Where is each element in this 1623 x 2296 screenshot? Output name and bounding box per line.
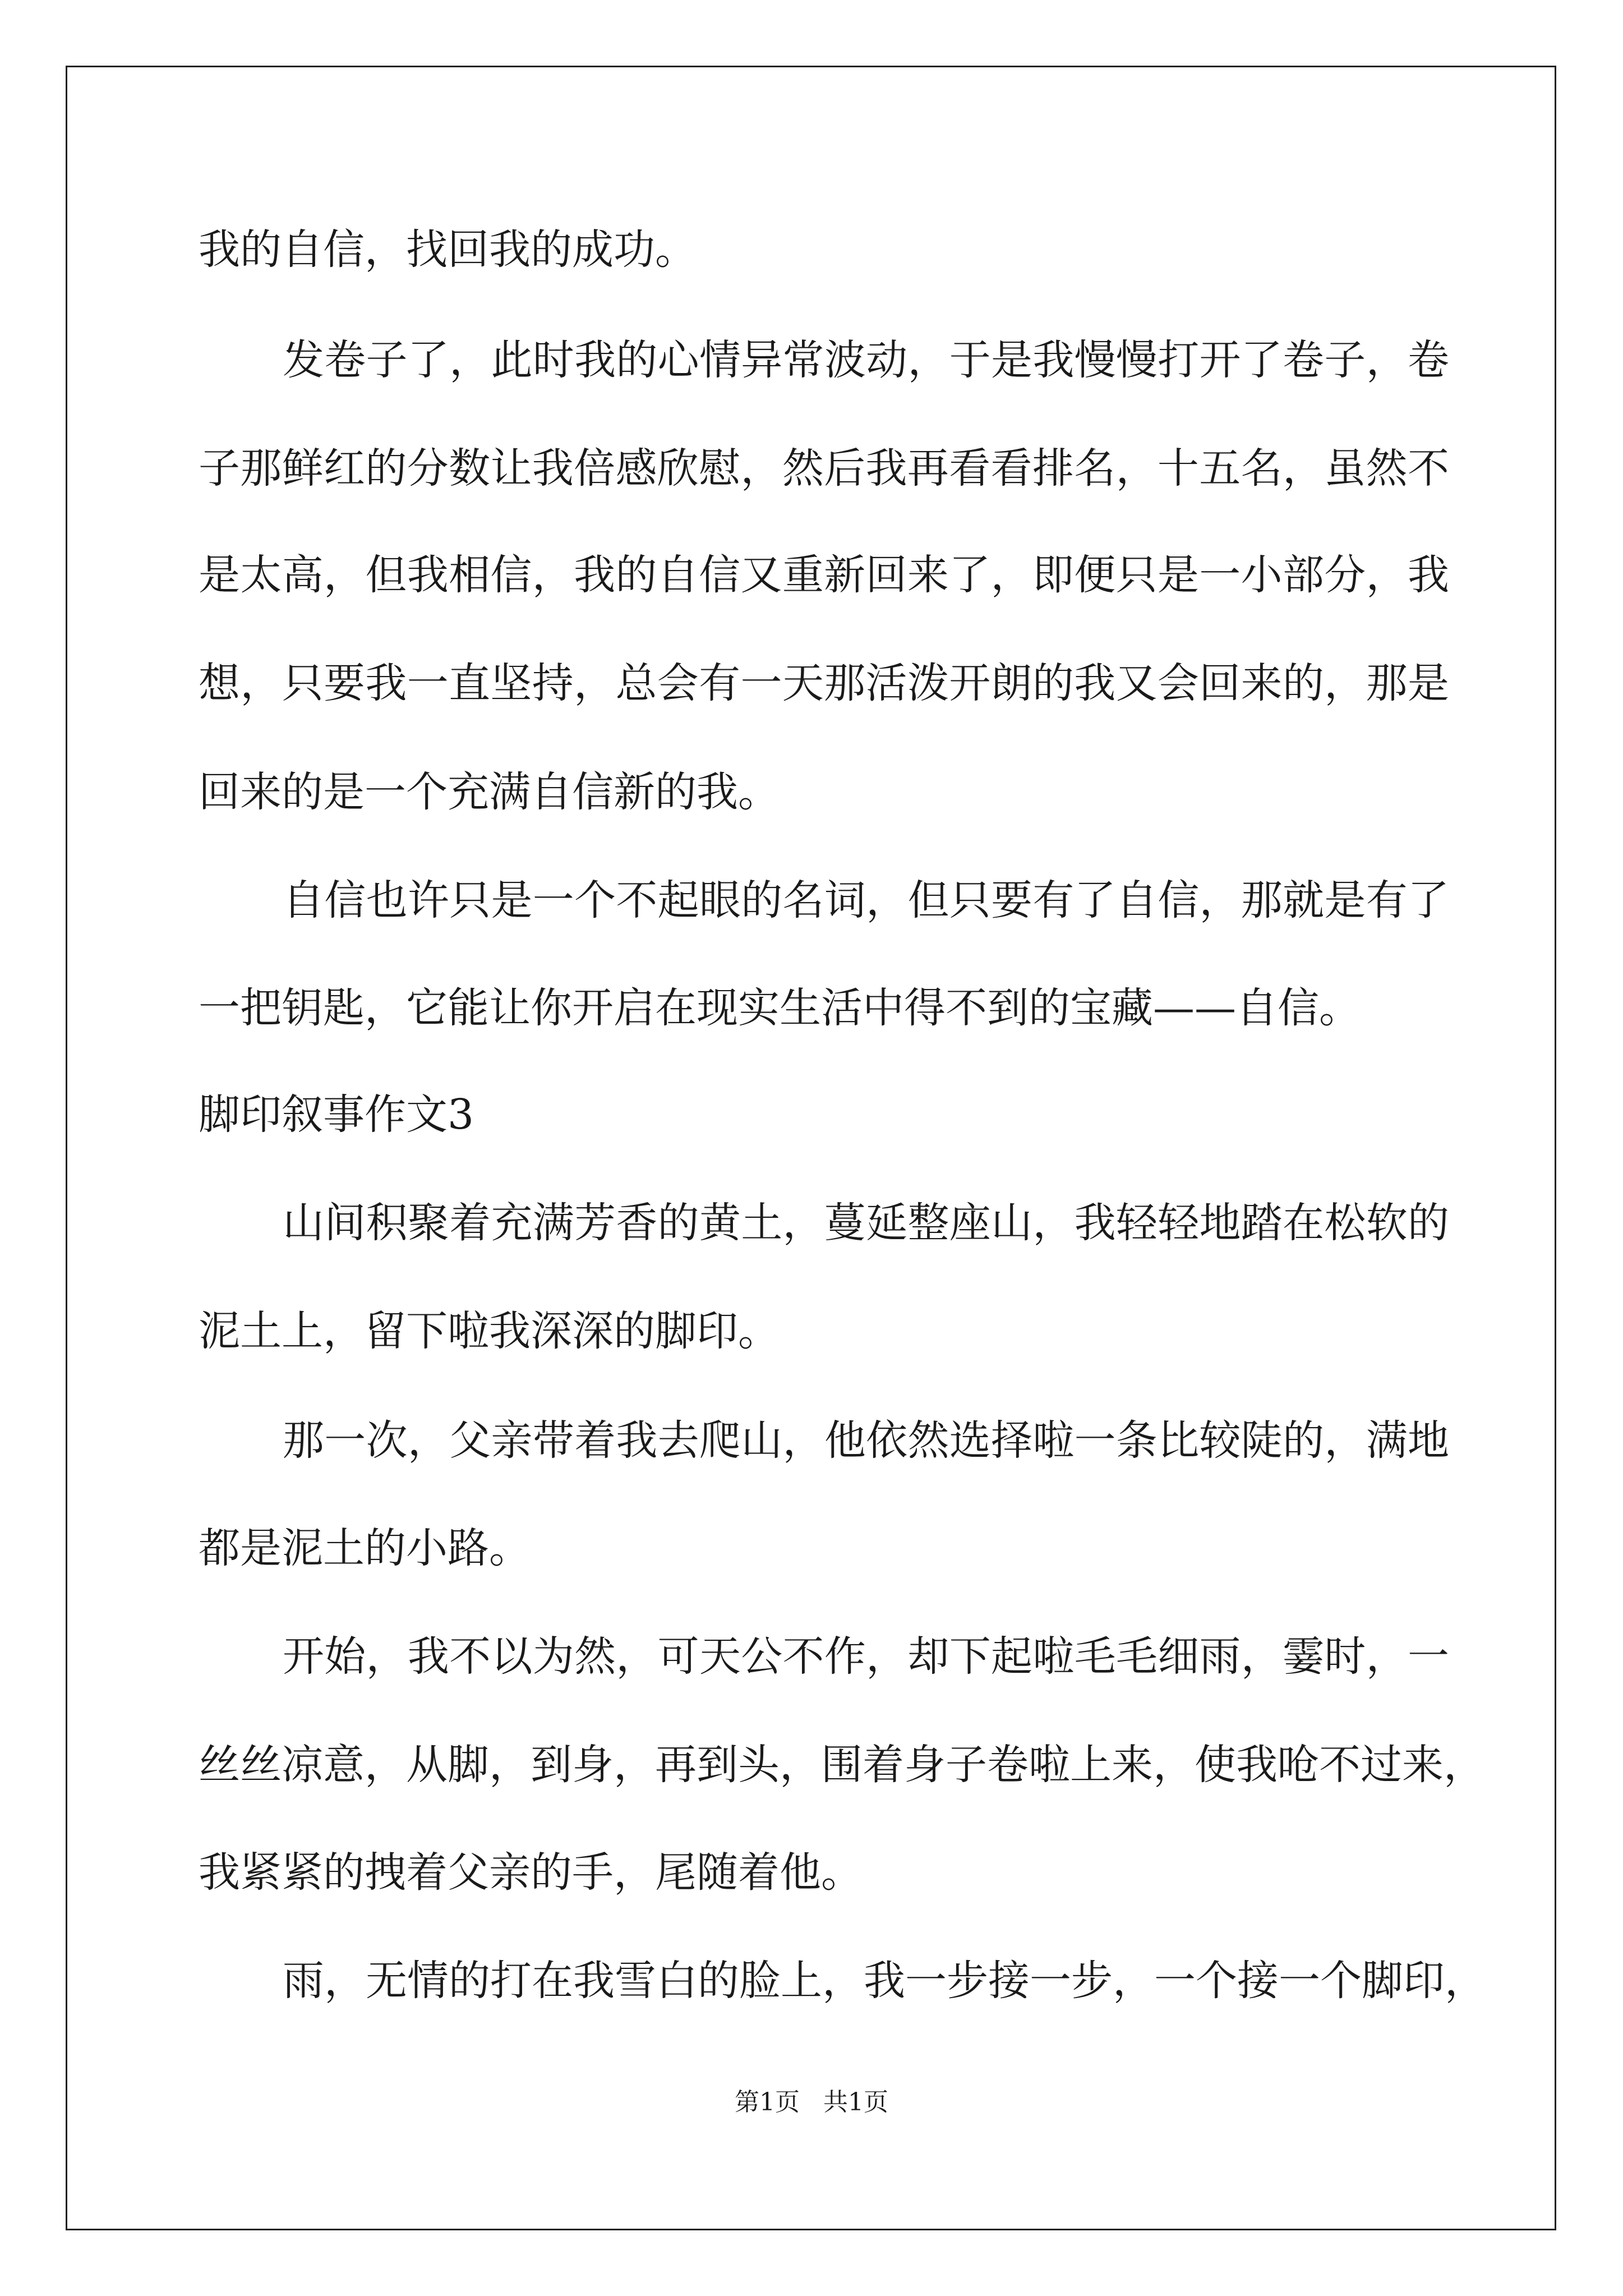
section-heading: 脚印叙事作文3: [199, 1091, 474, 1139]
page-number-footer: 第1页 共1页: [735, 2088, 888, 2116]
text-line: 自信也许只是一个不起眼的名词，但只要有了自信，那就是有了: [283, 876, 1449, 924]
text-line: 我的自信，找回我的成功。: [199, 226, 697, 274]
text-line: 发卷子了，此时我的心情异常波动，于是我慢慢打开了卷子，卷: [283, 336, 1449, 384]
text-line: 雨，无情的打在我雪白的脸上，我一步接一步，一个接一个脚印，: [283, 1957, 1486, 2005]
text-line: 子那鲜红的分数让我倍感欣慰，然后我再看看排名，十五名，虽然不: [199, 444, 1449, 493]
text-line: 山间积聚着充满芳香的黄土，蔓延整座山，我轻轻地踏在松软的: [283, 1199, 1449, 1247]
text-line: 开始，我不以为然，可天公不作，却下起啦毛毛细雨，霎时，一: [283, 1632, 1449, 1681]
text-line: 都是泥土的小路。: [199, 1524, 531, 1572]
text-line: 一把钥匙，它能让你开启在现实生活中得不到的宝藏——自信。: [199, 984, 1361, 1032]
text-line: 我紧紧的拽着父亲的手，尾随着他。: [199, 1848, 863, 1897]
text-line: 丝丝凉意，从脚，到身，再到头，围着身子卷啦上来，使我呛不过来，: [199, 1741, 1485, 1789]
text-line: 回来的是一个充满自信新的我。: [199, 768, 780, 816]
text-line: 是太高，但我相信，我的自信又重新回来了，即便只是一小部分，我: [199, 551, 1449, 599]
text-line: 那一次，父亲带着我去爬山，他依然选择啦一条比较陡的，满地: [283, 1416, 1449, 1465]
text-line: 泥土上，留下啦我深深的脚印。: [199, 1307, 780, 1355]
text-line: 想，只要我一直坚持，总会有一天那活泼开朗的我又会回来的，那是: [199, 659, 1449, 707]
